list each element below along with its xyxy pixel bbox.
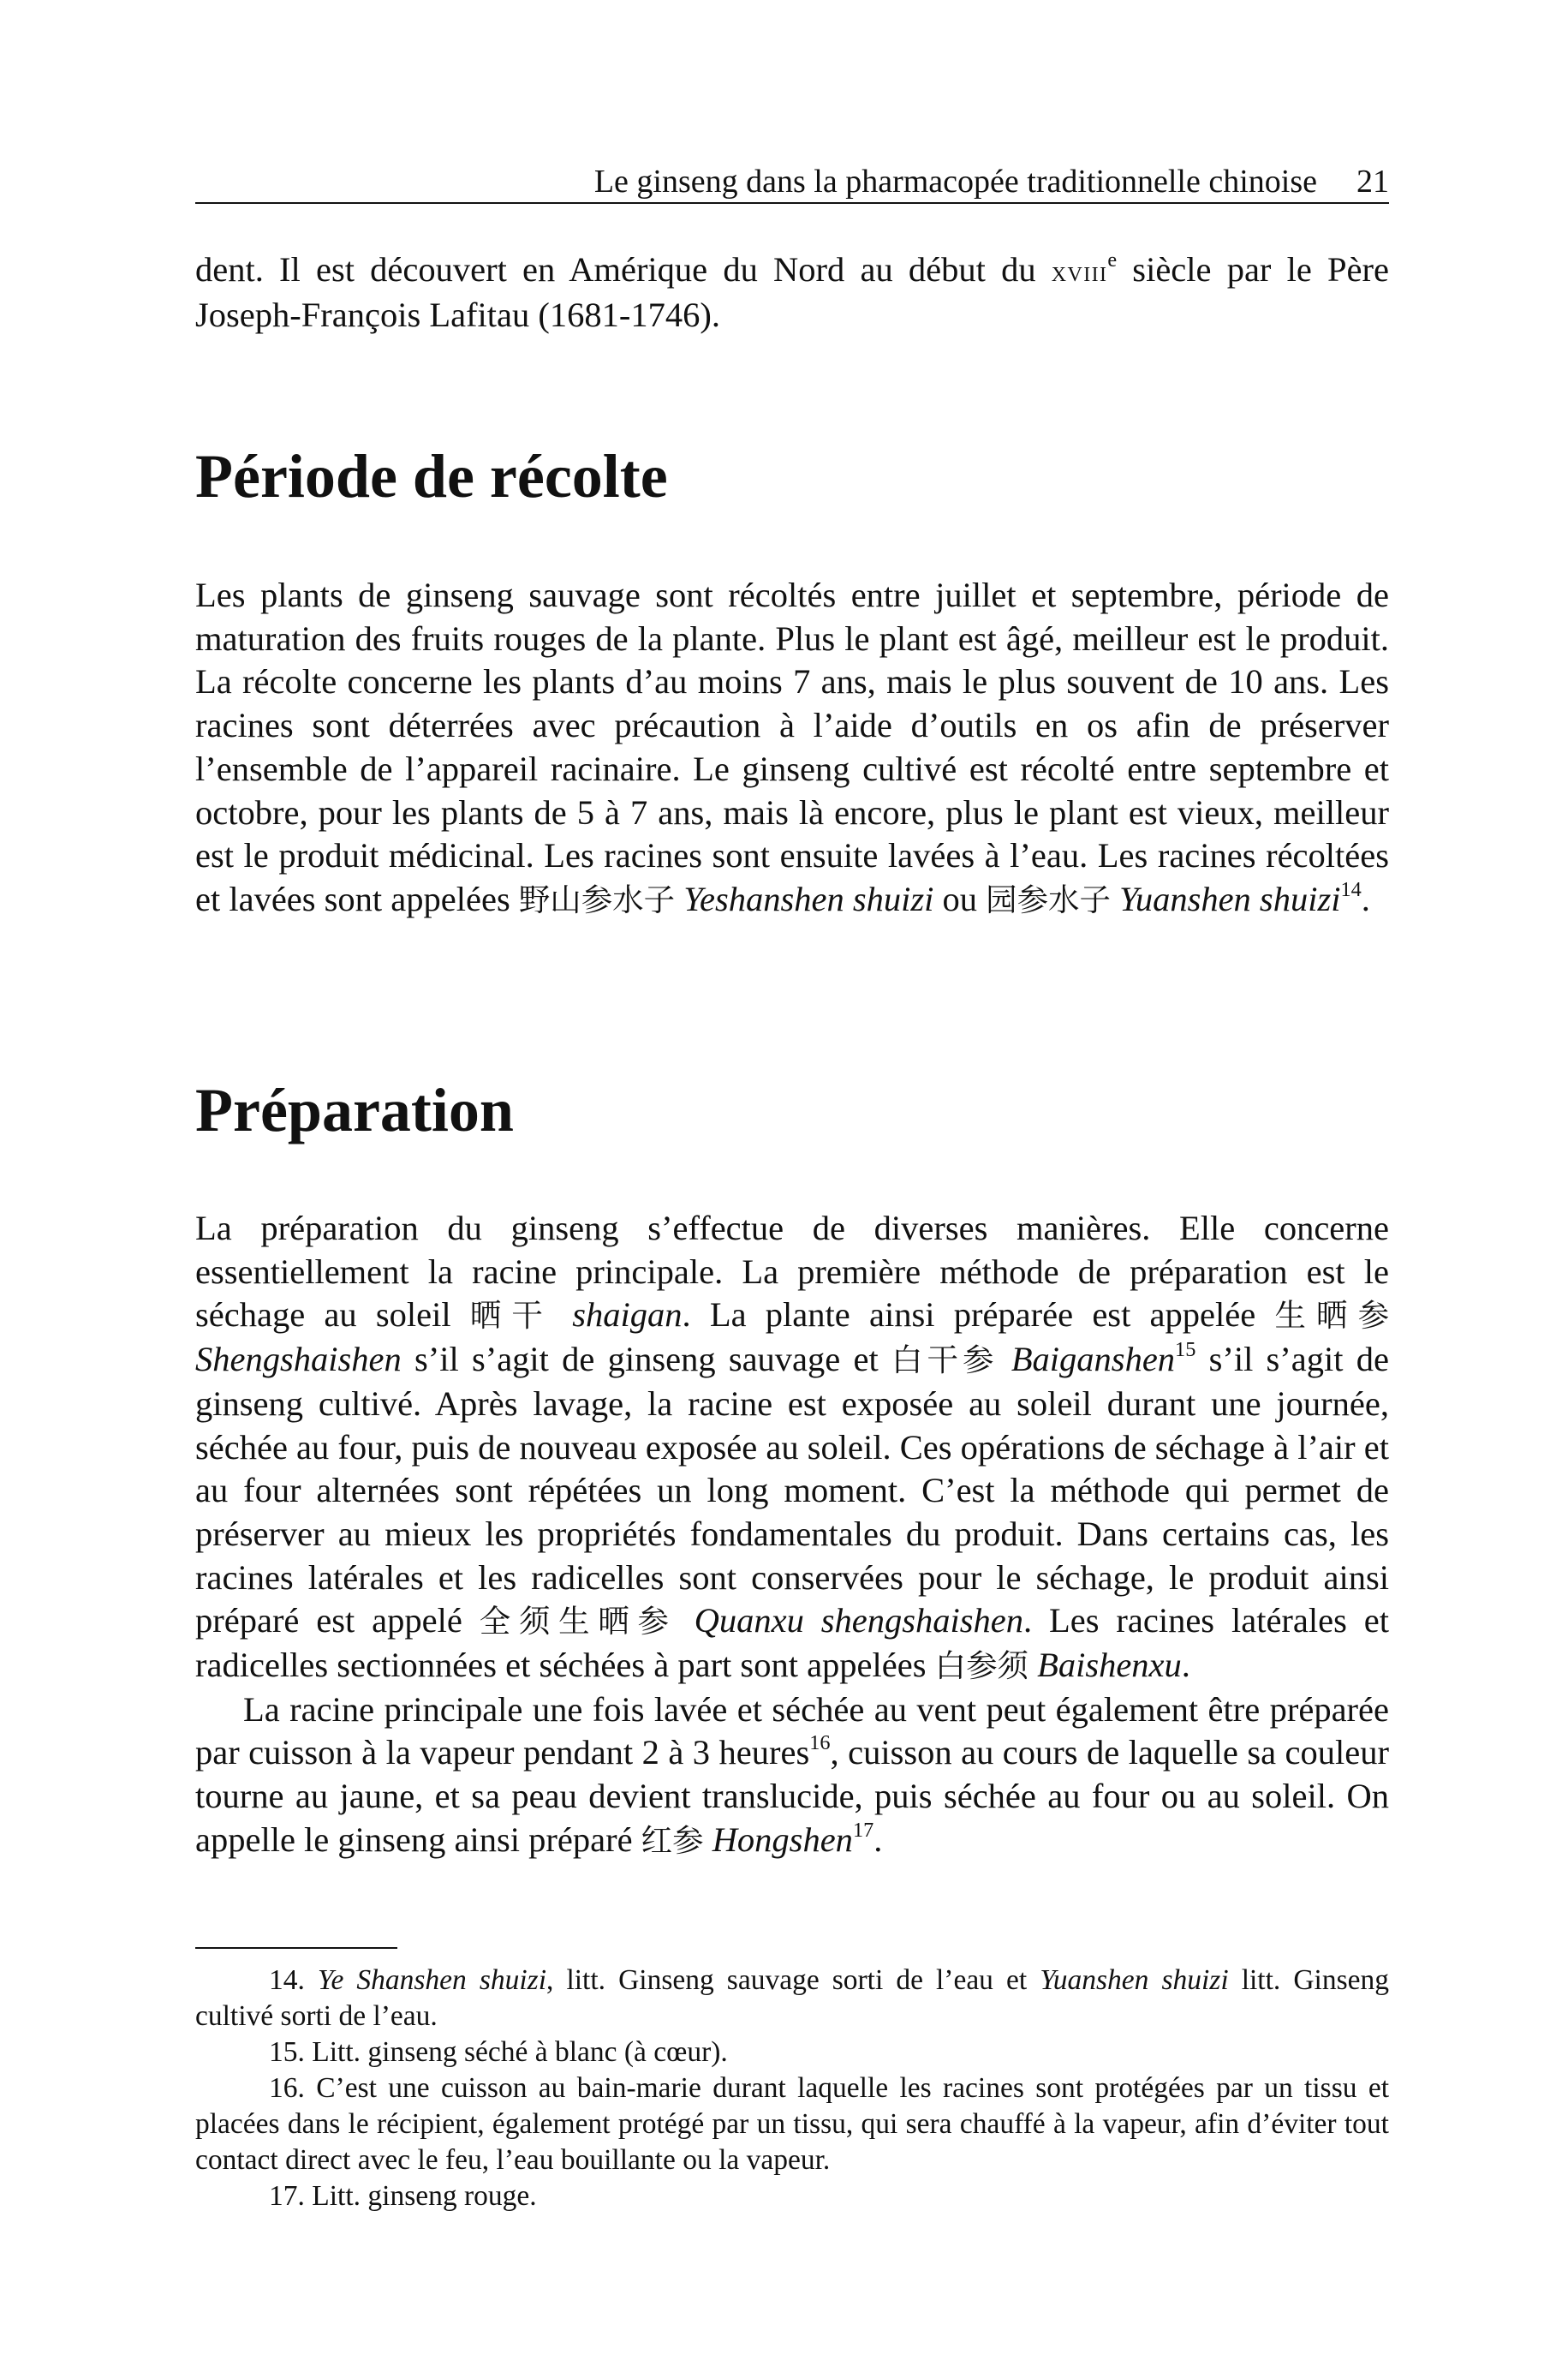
text-run: , litt. Ginseng sauvage sorti de l’eau et: [546, 1964, 1040, 1996]
text-run: . La plante ainsi préparée est appelée: [682, 1295, 1275, 1335]
text-run: dent. Il est découvert en Amérique du Nord au début du: [195, 250, 1052, 289]
book-page: [195, 0, 1389, 2378]
text-run: Les plants de ginseng sauvage sont récoltés entre juillet et septembre, période de maturation des fruits rouges de la plante. Plus le plant est âgé, meilleur est le produit. La récolte concerne les plants d’au moins 7 ans, mais le plus souvent de 10 ans. Les racines sont déterrées avec précaution à l’aide d’outils en os afin de préserver l’ensemble de l’appareil racinaire. Le ginseng cultivé est récolté entre septembre et octobre, pour les plants de 5 à 7 ans, mais là encore, plus le plant est vieux, meilleur est le produit médicinal. Les racines sont ensuite lavées à l’eau. Les racines récoltées et lavées sont appelées: [195, 576, 1389, 918]
pinyin-term: Ye Shanshen shuizi: [317, 1964, 547, 1996]
chinese-term: 白参须: [934, 1647, 1028, 1685]
section-body-preparation: [195, 1207, 1389, 1863]
pinyin-term: Yuanshen shuizi: [1040, 1964, 1229, 1996]
chinese-term: 晒干: [469, 1297, 553, 1335]
text-run: litt. Ginseng cultivé sorti de l’eau.: [195, 1964, 1389, 2032]
footnote-ref-15[interactable]: 15: [1175, 1338, 1196, 1362]
footnote-15: 15. Litt. ginseng séché à blanc (à cœur).: [269, 2036, 728, 2068]
footnote-ref-16[interactable]: 16: [809, 1731, 831, 1755]
chinese-term: 红参: [641, 1821, 704, 1859]
page-number: 21: [1356, 164, 1389, 200]
footnote-14: [195, 1963, 1389, 2034]
century-superscript: e: [1107, 248, 1118, 272]
chinese-term: 生晒参: [1274, 1297, 1390, 1335]
century-numeral: xviii: [1051, 255, 1108, 288]
text-run: s’il s’agit de ginseng sauvage et: [401, 1340, 891, 1379]
footnote-ref-14[interactable]: 14: [1340, 877, 1362, 901]
intro-text: [195, 248, 1389, 337]
section-body-recolte: [195, 574, 1389, 923]
text-run: La préparation du ginseng s’effectue de diverses manières. Elle concerne essentiellement la racine principale. La première méthode de préparation est le séchage au soleil: [195, 1209, 1389, 1335]
text-run: .: [873, 1819, 883, 1859]
paragraph: [195, 574, 1389, 923]
text-run: ou: [933, 879, 987, 918]
running-title: Le ginseng dans la pharmacopée traditionnelle chinoise: [593, 164, 1317, 200]
pinyin-term: Quanxu shengshaishen: [694, 1601, 1024, 1640]
footnote-16: 16. C’est une cuisson au bain-marie durant laquelle les racines sont protégées par un tissu et placées dans le récipient, également protégé par un tissu, qui sera chauffé à la vapeur, afin d’éviter tout contact direct avec le feu, l’eau bouillante ou la vapeur.: [195, 2072, 1389, 2176]
text-run: s’il s’agit de ginseng cultivé. Après lavage, la racine est exposée au soleil durant une journée, séchée au four, puis de nouveau exposée au soleil. Ces opérations de séchage à l’air et au four alternées sont répétées un long moment. C’est la méthode qui permet de préserver au mieux les propriétés fondamentales du produit. Dans certains cas, les racines latérales et les radicelles sont conservées pour le séchage, le produit ainsi préparé est appelé: [195, 1340, 1389, 1640]
pinyin-term: Baishenxu: [1037, 1646, 1182, 1685]
footnote-ref-17[interactable]: 17: [852, 1818, 874, 1842]
intro-paragraph: [195, 248, 1389, 337]
text-run: .: [1181, 1646, 1190, 1685]
text-run: .: [1361, 879, 1370, 918]
footnotes: [195, 1963, 1389, 2214]
text-run: , cuisson au cours de laquelle sa couleur tourne au jaune, et sa peau devient translucide, puis séchée au four ou au soleil. On appelle le ginseng ainsi préparé: [195, 1733, 1389, 1859]
section-heading-preparation: Préparation: [195, 1076, 514, 1144]
pinyin-term: Baiganshen: [1011, 1340, 1176, 1379]
footnote-number: 14.: [269, 1964, 318, 1996]
pinyin-term: Yuanshen shuizi: [1119, 879, 1341, 918]
chinese-term: 白干参: [891, 1341, 999, 1379]
chinese-term: 园参水子: [986, 881, 1111, 918]
pinyin-term: Shengshaishen: [195, 1340, 402, 1379]
pinyin-term: Yeshanshen shuizi: [683, 879, 934, 918]
chinese-term: 全须生晒参: [479, 1603, 677, 1640]
paragraph: [195, 1688, 1389, 1863]
running-header: [195, 161, 1389, 204]
chinese-term: 野山参水子: [518, 881, 676, 918]
pinyin-term: shaigan: [572, 1295, 683, 1335]
text-run: siècle par le Père Joseph-François Lafitau (1681-1746).: [195, 250, 1389, 334]
paragraph: [195, 1207, 1389, 1688]
pinyin-term: Hongshen: [712, 1819, 853, 1859]
section-heading-recolte: Période de récolte: [195, 442, 668, 511]
footnote-17: 17. Litt. ginseng rouge.: [269, 2180, 537, 2212]
text-run: . Les racines latérales et radicelles sectionnées et séchées à part sont appelées: [195, 1601, 1389, 1685]
text-run: La racine principale une fois lavée et séchée au vent peut également être préparée par cuisson à la vapeur pendant 2 à 3 heures: [195, 1689, 1389, 1772]
footnote-divider: [195, 1947, 397, 1949]
